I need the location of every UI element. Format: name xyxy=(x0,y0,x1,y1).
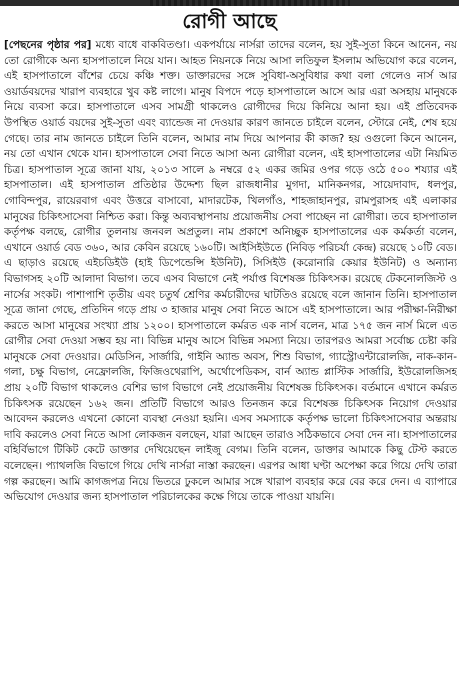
cropped-previous-line xyxy=(150,0,350,6)
article-paragraph xyxy=(4,38,457,506)
article-text: মধ্যে বাধে বাকবিতণ্ডা। একপর্যায়ে নার্সরা তাদের বলেন, হয় সুই-সুতা কিনে আনেন, নয় তো রোগীকে অন্য হাসপাতালে নিয়ে যান। আহত নিয়নকে নিয়ে আসা লতিফুল ইসলাম অভিযোগ করে বলেন, এই হাসপাতালে বাঁশের চেয়ে কঞ্চি শক্ত। ডাক্তারদের সঙ্গে সুবিধা-অসুবিধার কথা বলা গেলেও নার্স আর ওয়ার্ডবয়দের খারাপ ব্যবহারে খুব কষ্ট লাগে। মানুষ বিপদে পড়ে হাসপাতালে আসে আর এরা অসহায় মানুষকে নিয়ে ব্যবসা করে। হাসপাতালে এসব সামগ্রী থাকলেও রোগীদের দিয়ে কিনিয়ে আনা হয়। এই প্রতিবেদক উপস্থিত ওয়ার্ড বয়দের সুই-সুতা এবং ব্যান্ডেজ না দেওয়ার কারণ জানতে চাইলে বলেন, স্টোরে নেই, শেষ হয়ে গেছে। তার নাম জানতে চাইলে তিনি বলেন, আমার নাম দিয়ে আপনার কী কাজ? হয় ওগুলো কিনে আনেন, নয় তো এখান থেকে যান। হাসপাতালে সেবা নিতে আসা অন্য রোগীরা বলেন, এই হাসপাতালের এটা নিয়মিত চিত্র। হাসপাতাল সূত্রে জানা যায়, ২০১৩ সালে ৯ নম্বরে ৫২ একর জমির ওপর গড়ে ওঠে ৫০০ শয্যার এই হাসপাতাল। এই হাসপাতাল প্রতিষ্ঠার উদ্দেশ্য ছিল রাজধানীর মুগদা, মানিকনগর, সায়েদাবাদ, ধলপুর, গোবিন্দপুর, রায়েরবাগ এবং উত্তরে বাসাবো, মাদারটেক, খিলগাঁও, শাহজাহানপুর, রামপুরাসহ এই এলাকার মানুষের চিকিৎসাসেবা নিশ্চিত করা। কিন্তু অব্যবস্থাপনায় প্রয়োজনীয় সেবা পাচ্ছেন না রোগীরা। তবে হাসপাতাল কর্তৃপক্ষ বলছে, রোগীর তুলনায় জনবল অপ্রতুল। নাম প্রকাশে অনিচ্ছুক হাসপাতালের এক কর্মকর্তা বলেন, এখানে ওয়ার্ড বেড ৩৬০, আর কেবিন রয়েছে ১৬০টি। আইসিইউতে (নিবিড় পরিচর্যা কেন্দ্র) রয়েছে ১০টি বেড। এ ছাড়াও রয়েছে এইচডিইউ (হাই ডিপেন্ডেন্সি ইউনিট), সিসিইউ (করোনারি কেয়ার ইউনিট) ও অন্যান্য বিভাগসহ ২০টি আলাদা বিভাগ। তবে এসব বিভাগে নেই পর্যাপ্ত বিশেষজ্ঞ চিকিৎসক। রয়েছে টেকনোলজিস্ট ও নার্সের সংকট। পাশাপাশি তৃতীয় এবং চতুর্থ শ্রেণির কর্মচারীদের ঘাটতিও রয়েছে বলে জানান তিনি। হাসপাতাল সূত্রে জানা গেছে, প্রতিদিন গড়ে প্রায় ৩ হাজার মানুষ সেবা নিতে আসে এই হাসপাতালে। আর পরীক্ষা-নিরীক্ষা করতে আসা মানুষের সংখ্যা প্রায় ১২০০। হাসপাতালে কর্মরত এক নার্স বলেন, মাত্র ১৭৫ জন নার্স মিলে এত রোগীর সেবা দেওয়া সম্ভব হয় না। বিভিন্ন মানুষ আসে বিভিন্ন সমস্যা নিয়ে। তারপরও আমরা সর্বোচ্চ চেষ্টা করি মানুষকে সেবা দেওয়ার। মেডিসিন, সার্জারি, গাইনি অ্যান্ড অবস, শিশু বিভাগ, গ্যাস্ট্রোএন্টারোলজি, নাক-কান-গলা, চক্ষু বিভাগ, নেফ্রোলজি, ফিজিওথেরাপি, অর্থোপেডিকস, বার্ন অ্যান্ড প্লাস্টিক সার্জারি, ইউরোলজিসহ প্রায় ২০টি বিভাগ থাকলেও বেশির ভাগ বিভাগে নেই প্রয়োজনীয় বিশেষজ্ঞ চিকিৎসক। বর্তমানে এখানে কর্মরত চিকিৎসক রয়েছেন ১৬২ জন। প্রতিটি বিভাগে আরও তিনজন করে বিশেষজ্ঞ চিকিৎসক নিয়োগ দেওয়ার আবেদন করলেও এখনো কোনো ব্যবস্থা নেওয়া হয়নি। এসব সমস্যাকে কর্তৃপক্ষ ভালো চিকিৎসাসেবার অন্তরায় দাবি করলেও সেবা নিতে আসা লোকজন বলছেন, যারা আছেন তারাও সঠিকভাবে সেবা দেন না। হাসপাতালের বহির্বিভাগে টিকিট কেটে ডাক্তার দেখিয়েছেন লাইজু বেগম। তিনি বলেন, ডাক্তার আমাকে কিছু টেস্ট করতে বলেছেন। প্যাথলজি বিভাগে গিয়ে দেখি নার্সরা নাস্তা করছেন। এরপর আধা ঘণ্টা অপেক্ষা করে গিয়ে দেখি তারা গল্প করছেন। আমি কাগজপত্র নিয়ে ভিতরে ঢুকলে আমার সঙ্গে খারাপ ব্যবহার করে বের করে দেন। এ ব্যাপারে অভিযোগ দেওয়ার জন্য হাসপাতাল পরিচালকের কক্ষে গিয়ে তাকে পাওয়া যায়নি। xyxy=(4,39,457,504)
continuation-marker: [পেছনের পৃষ্ঠার পর] xyxy=(4,39,92,51)
article-body xyxy=(4,38,457,679)
headline: রোগী আছে xyxy=(182,9,277,33)
